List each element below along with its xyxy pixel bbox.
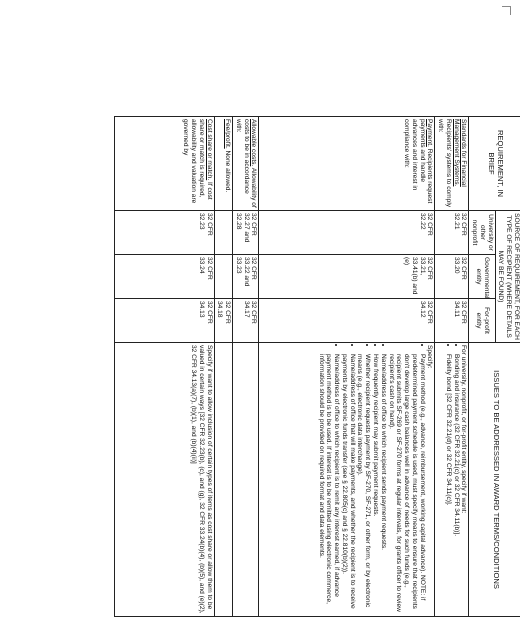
- header-issues: ISSUES TO BE ADDRESSED IN AWARD TERMS/CONDITIONS: [469, 343, 520, 617]
- table-row: [115, 117, 215, 617]
- university-cite: [214, 211, 233, 255]
- requirement-cell: [435, 117, 469, 211]
- header-source: SOURCE OF REQUIREMENT, FOR EACH TYPE OF RECIPIENT (WHERE DETAILS MAY BE FOUND): [495, 211, 520, 343]
- header-governmental: Governmental entity: [469, 255, 495, 299]
- requirement-title: Payment.: [426, 119, 434, 147]
- forprofit-cite: 32 CFR 34.12: [259, 299, 435, 343]
- list-item: • Payment method (e.g., advance, reimbursement, working capital advance). NOTE: if predetermined payment schedule is used, must specify means to ensure that recipients don't develop large cash balances well in advance of needs for such funds (e.g., recipient submits SF-269 or SF-270 forms at regular intervals, for grants officer to review recipient's cash on hand).: [387, 354, 426, 614]
- governmental-cite: [214, 255, 233, 299]
- requirement-text: Recipients' systems to comply with:: [437, 119, 452, 208]
- requirement-text: Recipients request payments and handle advances and interest in compliance with:: [403, 119, 434, 204]
- table-row: [435, 117, 469, 617]
- requirement-title: Cost share or match.: [205, 119, 213, 181]
- issues-cell: Specify if want to allow inclusion of certain types of items as cost share or allow them to be valued in certain ways [32 CFR 32.23(b), (c), and (g), 32 CFR 33.24(b)(4), (b)(5), and (e)(2), 32 CFR 34.13(a)(7), (b)(1), and (b)(4)(ii)]: [115, 343, 215, 617]
- requirement-text: Allowability of costs to be in accordance with:: [234, 119, 258, 208]
- governmental-cite: 32 CFR 33.21, 33.41(b) and (e): [259, 255, 435, 299]
- university-cite: 32 CFR 32.27 and 32.28: [233, 211, 259, 255]
- governmental-cite: 32 CFR 33.20: [435, 255, 469, 299]
- forprofit-cite: 32 CFR 34.17: [233, 299, 259, 343]
- table-row: [259, 117, 435, 617]
- issues-cell: [435, 343, 469, 617]
- list-item: • Fidelity bond [32 CFR 32.21(d) or 32 CFR 34.11(c)].: [444, 354, 452, 614]
- issues-cell: [259, 343, 435, 617]
- governmental-cite: 32 CFR 33.22 and 33.23: [233, 255, 259, 299]
- requirement-title: Standards for Financial Management Systems.: [452, 119, 468, 187]
- forprofit-cite: 32 CFR 34.13: [115, 299, 215, 343]
- table-row: [233, 117, 259, 617]
- university-cite: 32 CFR 32.22: [259, 211, 435, 255]
- university-cite: 32 CFR 32.23: [115, 211, 215, 255]
- requirement-cell: [259, 117, 435, 211]
- header-requirement: REQUIREMENT, IN BRIEF: [469, 117, 520, 211]
- list-item: • Whether recipient requests payment by SF-270, SF-271, or other form, or by electronic means (e.g., electronic data interchange).: [356, 354, 372, 614]
- issues-list: [444, 345, 460, 614]
- governmental-cite: 32 CFR 33.24: [115, 255, 215, 299]
- requirement-title: Allowable costs.: [250, 119, 258, 167]
- requirement-cell: [233, 117, 259, 211]
- requirement-title: Fee/profit.: [224, 119, 232, 149]
- requirement-text: If cost share or match is required, allowability and valuation are governed by: [182, 119, 213, 204]
- forprofit-cite: 32 CFR 34.18: [214, 299, 233, 343]
- header-university: University or other nonprofit: [469, 211, 495, 255]
- rotated-document: [114, 116, 520, 616]
- requirement-text: None allowed.: [224, 148, 232, 193]
- list-item: • Name/address of office that will make payments, and whether the recipient is to receive payments by electronic funds transfer (see § 22.805(c) and § 22.810(b)(2)).: [340, 354, 356, 614]
- issues-intro: Specify:: [426, 345, 434, 369]
- header-forprofit: For-profit entity: [469, 299, 495, 343]
- issues-cell: [233, 343, 259, 617]
- university-cite: 32 CFR 32.21: [435, 211, 469, 255]
- list-item: • Name/address of office to which recipient sends payment requests.: [379, 354, 387, 614]
- forprofit-cite: 32 CFR 34.11: [435, 299, 469, 343]
- header-row-1: [495, 117, 520, 617]
- issues-cell: [214, 343, 233, 617]
- table-row: [214, 117, 233, 617]
- list-item: • Name/address of office to which recipient is to remit any interest earned, if advance payment method is to be used. If interest is to be remitted using electronic commerce, information should be provided on required format and data elements.: [317, 354, 340, 614]
- requirement-cell: [214, 117, 233, 211]
- list-item: • How frequently recipient may submit payment requests.: [371, 354, 379, 614]
- requirement-cell: [115, 117, 215, 211]
- requirements-table: [114, 116, 520, 617]
- issues-list: [317, 345, 426, 614]
- issues-intro: For university, nonprofit, or for-profit entity, specify if want:: [460, 345, 468, 514]
- list-item: • Bonding and insurance (32 CFR 32.21(c) or 32 CFR 34.11(b)].: [452, 354, 460, 614]
- corner-mark: [502, 6, 511, 15]
